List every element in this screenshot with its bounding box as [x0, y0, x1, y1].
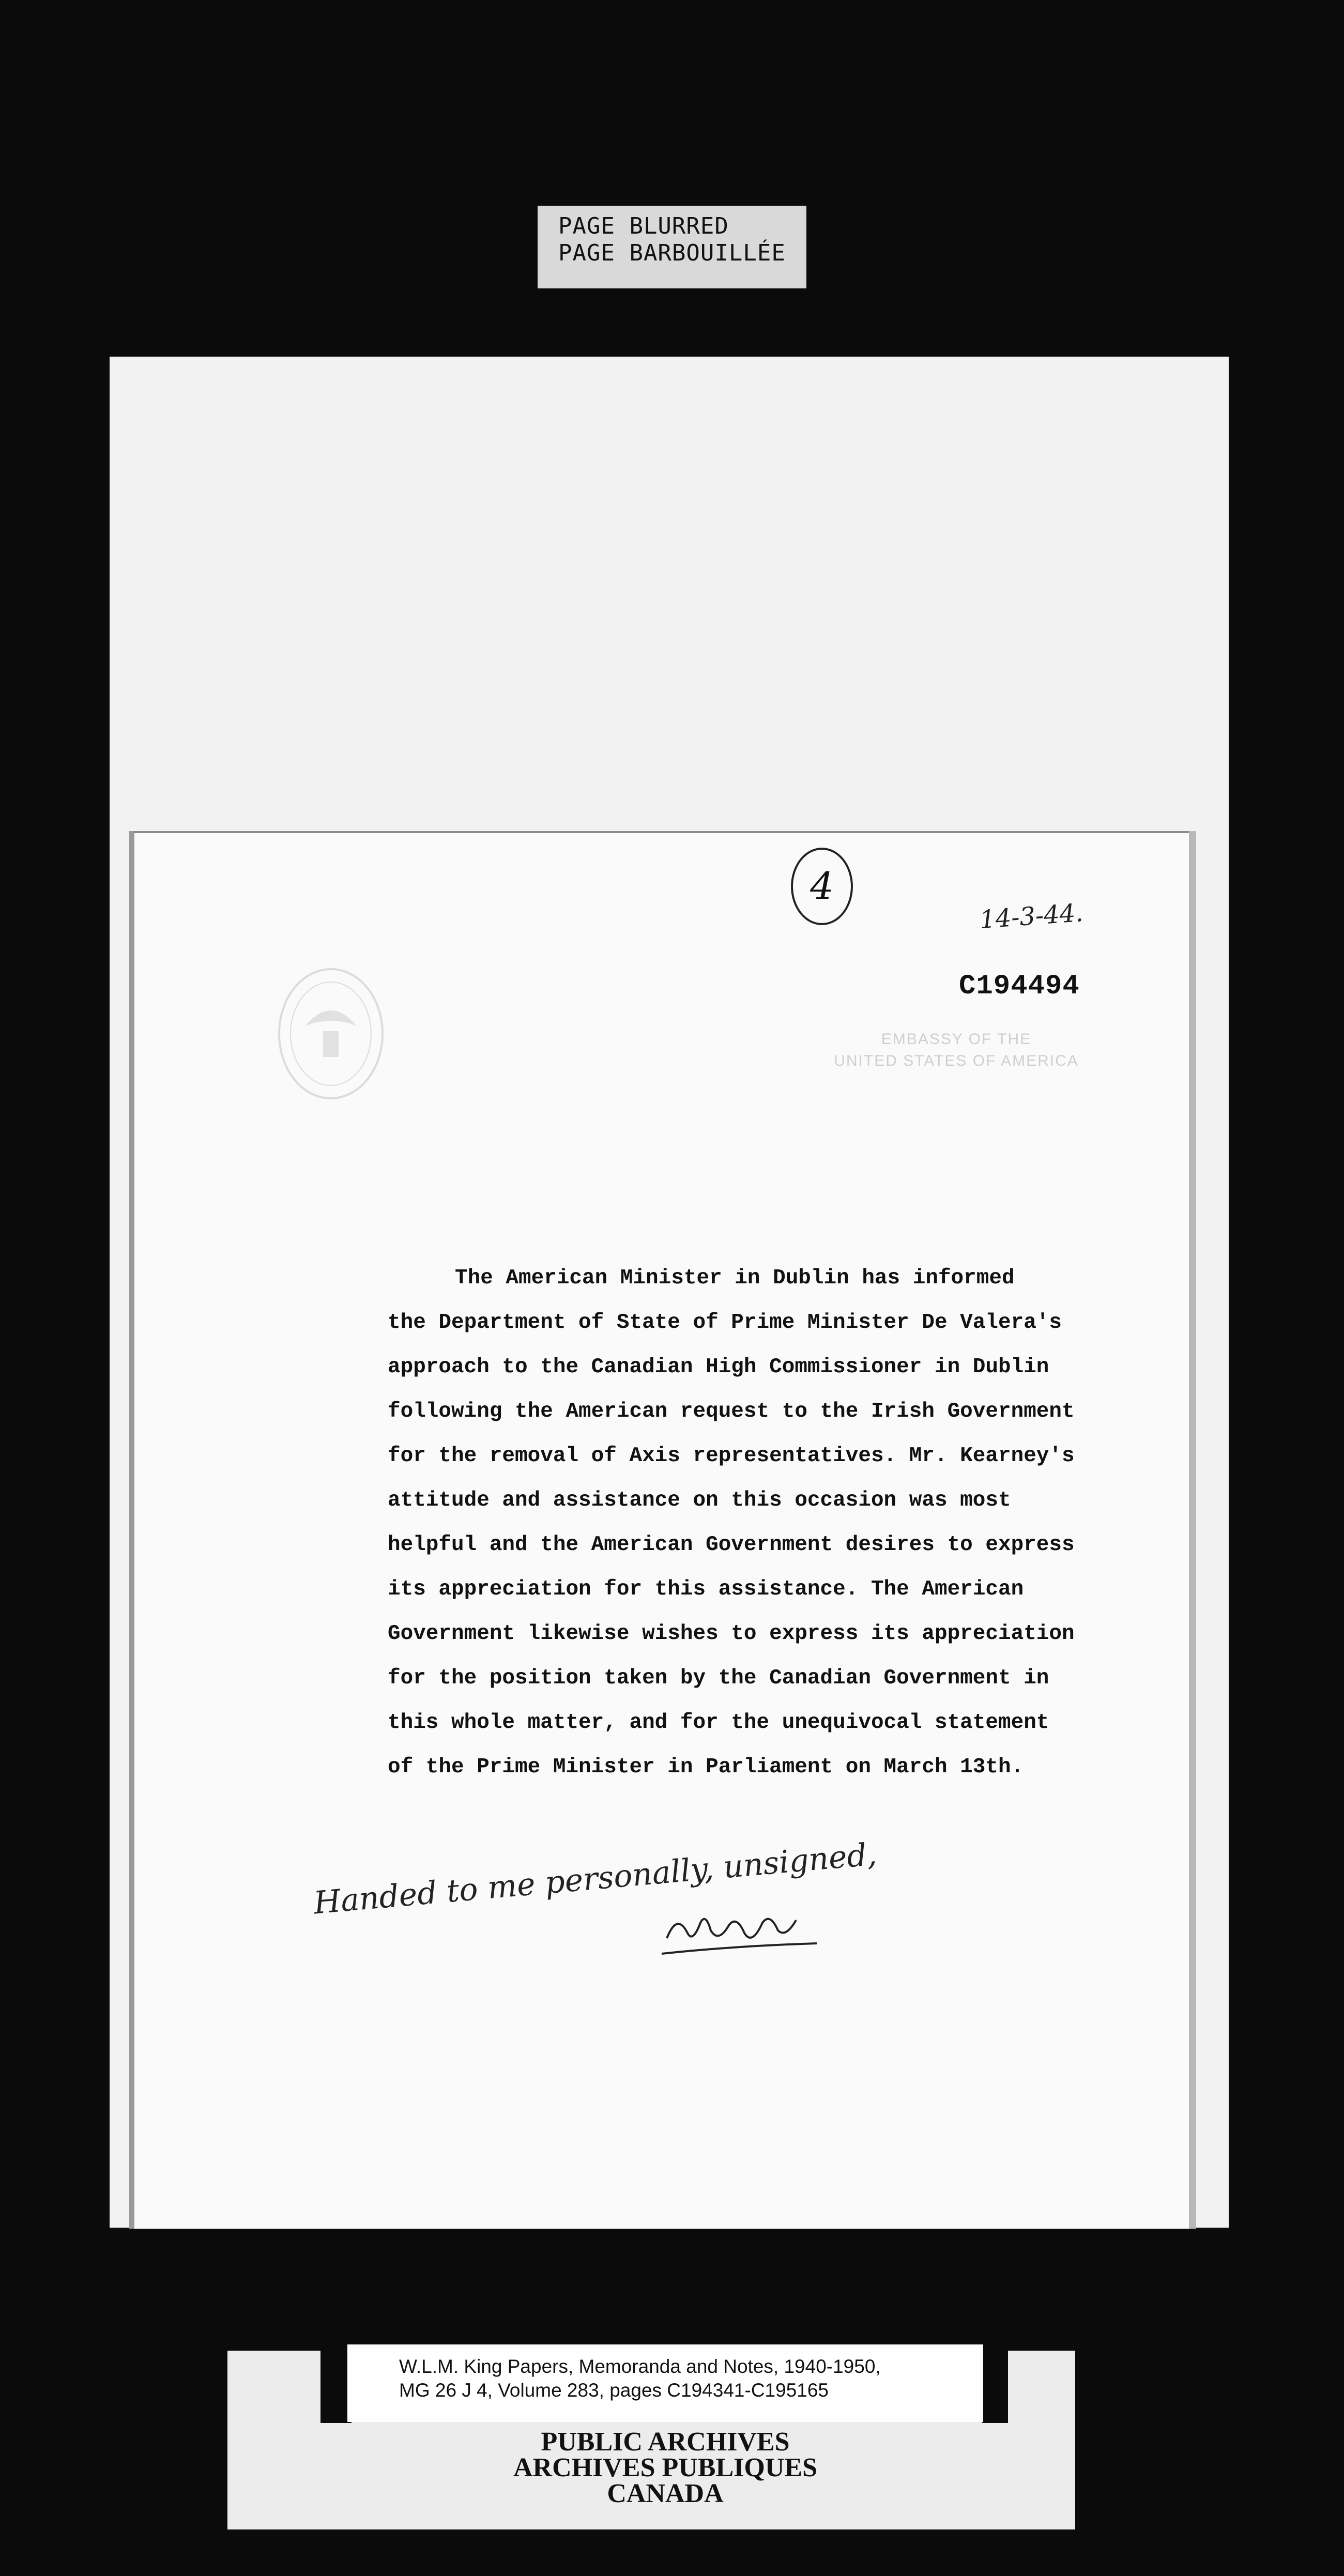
body-line: this whole matter, and for the unequivocal statement [388, 1711, 1049, 1735]
footer-notch [982, 2351, 1008, 2423]
page-blurred-label [538, 206, 806, 288]
letterhead-line: UNITED STATES OF AMERICA [834, 1052, 1079, 1069]
archives-line-country: CANADA [607, 2479, 724, 2508]
document-number: C194494 [959, 971, 1080, 1002]
archives-line-english: PUBLIC ARCHIVES [541, 2427, 790, 2457]
body-line: for the position taken by the Canadian Government in [388, 1666, 1049, 1690]
body-line: attitude and assistance on this occasion was most [388, 1489, 1011, 1512]
embassy-letterhead-stamp [796, 1029, 1117, 1072]
circled-page-number: 4 [791, 848, 853, 925]
public-archives-stamp [347, 2429, 983, 2507]
body-line: its appreciation for this assistance. The American [388, 1577, 1024, 1601]
handwritten-date: 14-3-44. [979, 898, 1085, 934]
letterhead-line: EMBASSY OF THE [881, 1031, 1032, 1048]
label-line-french: PAGE BARBOUILLÉE [558, 240, 786, 266]
archive-citation [347, 2344, 983, 2422]
body-line: following the American request to the Irish Government [388, 1400, 1075, 1423]
citation-line: MG 26 J 4, Volume 283, pages C194341-C195165 [399, 2380, 829, 2401]
body-line: helpful and the American Government desires to express [388, 1533, 1075, 1557]
body-line: Government likewise wishes to express its appreciation [388, 1622, 1075, 1646]
label-line-english: PAGE BLURRED [558, 213, 729, 239]
body-line: of the Prime Minister in Parliament on March 13th. [388, 1755, 1024, 1779]
body-line: The American Minister in Dublin has informed [455, 1266, 1015, 1290]
letter-body [388, 1256, 1137, 1789]
handwritten-signature [656, 1902, 822, 1959]
body-line: the Department of State of Prime Minister De Valera's [388, 1311, 1062, 1335]
archives-line-french: ARCHIVES PUBLIQUES [513, 2453, 818, 2482]
handwritten-note: Handed to me personally, unsigned, [312, 1836, 878, 1922]
footer-notch [320, 2351, 352, 2423]
body-line: approach to the Canadian High Commissioner in Dublin [388, 1355, 1049, 1379]
citation-line: W.L.M. King Papers, Memoranda and Notes, 1940-1950, [399, 2356, 881, 2377]
body-line: for the removal of Axis representatives. Mr. Kearney's [388, 1444, 1075, 1468]
embassy-seal-watermark [274, 964, 388, 1103]
